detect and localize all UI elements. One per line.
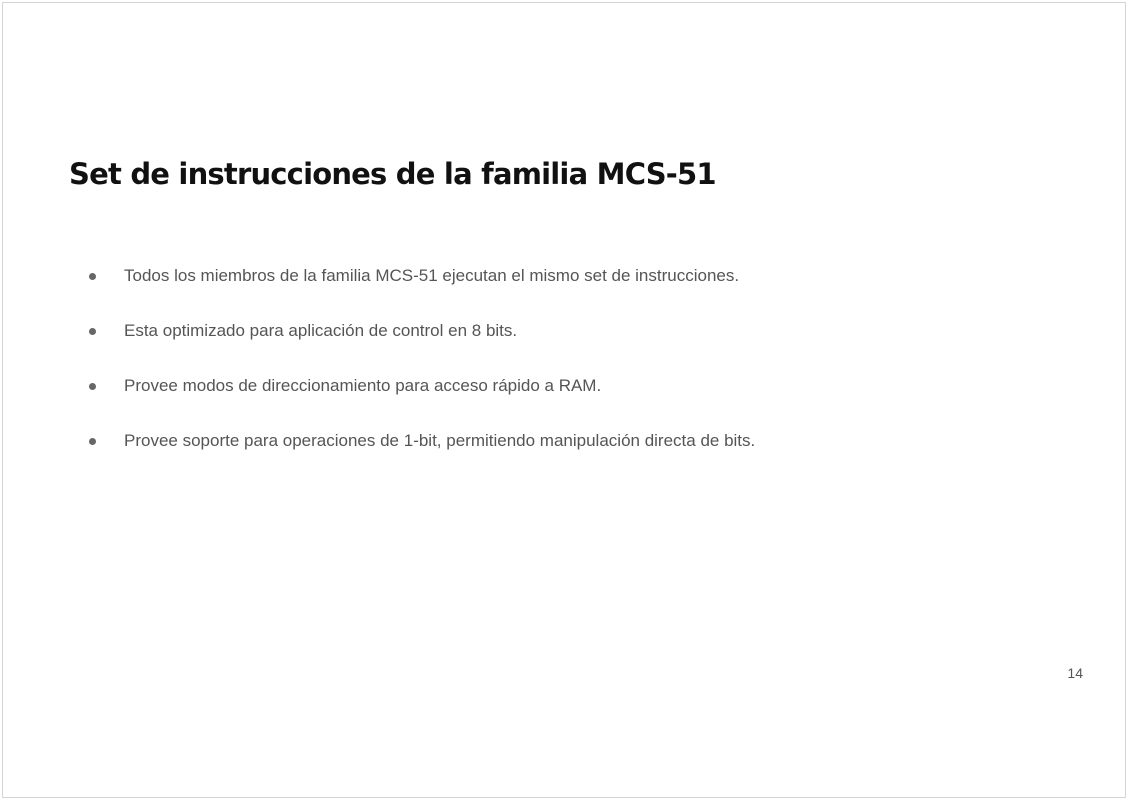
bullet-dot-icon [89,383,96,390]
bullet-text: Provee soporte para operaciones de 1-bit, permitiendo manipulación directa de bits. [124,431,756,450]
bullet-text: Provee modos de direccionamiento para acceso rápido a RAM. [124,376,602,395]
bullet-dot-icon [89,438,96,445]
slide [2,2,1126,798]
bullet-dot-icon [89,273,96,280]
slide-title: Set de instrucciones de la familia MCS-51 [69,157,716,191]
bullet-dot-icon [89,328,96,335]
bullet-text: Todos los miembros de la familia MCS-51 ejecutan el mismo set de instrucciones. [124,266,740,285]
page-number: 14 [1067,665,1083,681]
bullet-text: Esta optimizado para aplicación de control en 8 bits. [124,321,518,340]
